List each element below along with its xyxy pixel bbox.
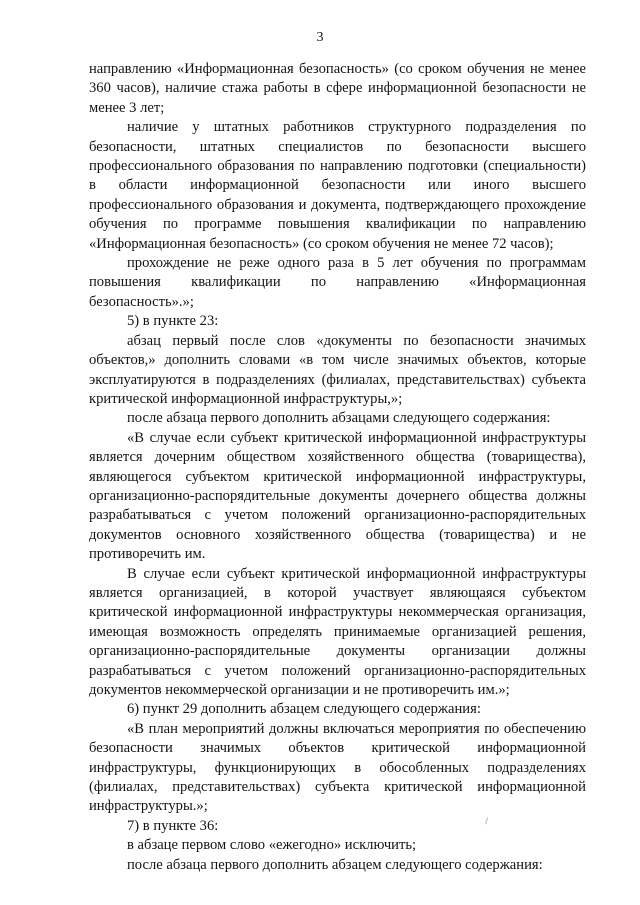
paragraph-training-period: прохождение не реже одного раза в 5 лет обучения по программам повышения квалификации по направлению «Информационная безопасность».»; [89,255,586,310]
paragraph-word-removal: в абзаце первом слово «ежегодно» исключить; [127,837,417,854]
paragraph-nonprofit-case: В случае если субъект критической информационной инфраструктуры является организацией, в которой участвует являющаяся субъектом критической информационной инфраструктуры некоммерческая организация, имеющая возможность определять принимаемые организацией решения, организационно-распорядительные документы организации должны разрабатываться с учетом положений организационно-распорядительных документов некоммерческой организации и не противоречить им.»; [89,565,586,698]
paragraph-staff-qualification: наличие у штатных работников структурного подразделения по безопасности, штатных специалистов по безопасности высшего профессионального образования по направлению подготовки (специальности) в области информационной безопасности или иного высшего профессионального образования и документа, подтверждающего прохождение обучения по программе повышения квалификации по направлению «Информационная безопасность» (со сроком обучения не менее 72 часов); [89,119,586,252]
paragraph-continuation: направлению «Информационная безопасность» (со сроком обучения не менее 360 часов), наличие стажа работы в сфере информационной безопасности не менее 3 лет; [89,61,586,116]
document-body [89,60,586,875]
paragraph-item-7-addition-intro: после абзаца первого дополнить абзацем следующего содержания: [127,856,543,873]
paragraph-item-5-first-amendment: абзац первый после слов «документы по безопасности значимых объектов,» дополнить словами «в том числе значимых объектов, которые эксплуатируются в подразделениях (филиалах, представительствах) субъекта критической информационной инфраструктуры,»; [89,332,586,407]
paragraph-action-plan: «В план мероприятий должны включаться мероприятия по обеспечению безопасности значимых объектов критической информационной инфраструктуры, функционирующих в обособленных подразделениях (филиалах, представительствах) субъекта критической информационной инфраструктуры.»; [89,720,586,815]
paragraph-item-5-additions-intro: после абзаца первого дополнить абзацами следующего содержания: [127,410,551,427]
paragraph-item-6-heading: 6) пункт 29 дополнить абзацем следующего содержания: [127,701,481,718]
paragraph-item-7-heading: 7) в пункте 36: [127,817,219,834]
paragraph-item-5-heading: 5) в пункте 23: [127,313,219,330]
paragraph-subsidiary-case: «В случае если субъект критической информационной инфраструктуры является дочерним обществом хозяйственного общества (товарищества), являющегося субъектом критической информационной инфраструктуры, организационно-распорядительные документы дочернего общества должны разрабатываться с учетом положений организационно-распорядительных документов основного хозяйственного общества (товарищества) и не противоречить им. [89,429,586,563]
page-number: 3 [316,30,324,45]
